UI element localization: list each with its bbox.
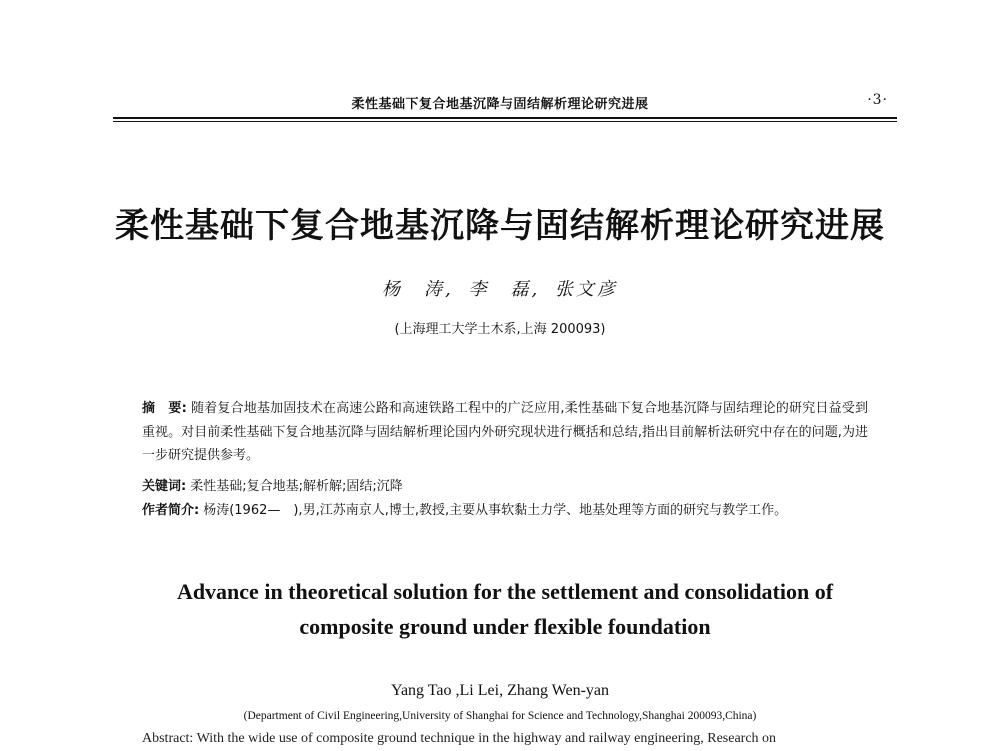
page-number: ·3· bbox=[867, 92, 888, 108]
keywords-zh bbox=[142, 475, 868, 499]
abstract-en-partial: Abstract: With the wide use of composite ground technique in the highway and railway engineering, Research on bbox=[142, 731, 777, 746]
author-bio-label: 作者简介: bbox=[142, 503, 200, 518]
authors-en: Yang Tao ,Li Lei, Zhang Wen-yan bbox=[391, 682, 609, 699]
author-bio-text: 杨涛(1962— ),男,江苏南京人,博士,教授,主要从事软黏土力学、地基处理等方面的研究与教学工作。 bbox=[203, 503, 788, 518]
abstract-zh bbox=[142, 397, 868, 468]
affiliation-zh: (上海理工大学土木系,上海 200093) bbox=[394, 322, 606, 337]
article-title-en bbox=[140, 574, 870, 644]
keywords-label: 关键词: bbox=[142, 479, 187, 494]
authors-zh: 杨 涛, 李 磊, 张文彦 bbox=[382, 279, 618, 300]
article-title-en-line1: Advance in theoretical solution for the settlement and consolidation of bbox=[176, 579, 834, 604]
abstract-label: 摘 要: bbox=[142, 401, 187, 416]
article-title-en-line2: composite ground under flexible foundation bbox=[299, 614, 711, 639]
running-title: 柔性基础下复合地基沉降与固结解析理论研究进展 bbox=[351, 97, 649, 112]
abstract-text: 随着复合地基加固技术在高速公路和高速铁路工程中的广泛应用,柔性基础下复合地基沉降与固结理论的研究日益受到重视。对目前柔性基础下复合地基沉降与固结解析理论国内外研究现状进行概括和总结,指出目前解析法研究中存在的问题,为进一步研究提供参考。 bbox=[142, 401, 868, 463]
header-rule-thin bbox=[113, 121, 897, 122]
author-bio bbox=[142, 499, 868, 523]
header-rule-thick bbox=[113, 117, 897, 119]
keywords-text: 柔性基础;复合地基;解析解;固结;沉降 bbox=[190, 479, 403, 494]
article-title-zh: 柔性基础下复合地基沉降与固结解析理论研究进展 bbox=[115, 206, 885, 246]
affiliation-en: (Department of Civil Engineering,University of Shanghai for Science and Technology,Shanghai 200093,China) bbox=[243, 710, 757, 722]
